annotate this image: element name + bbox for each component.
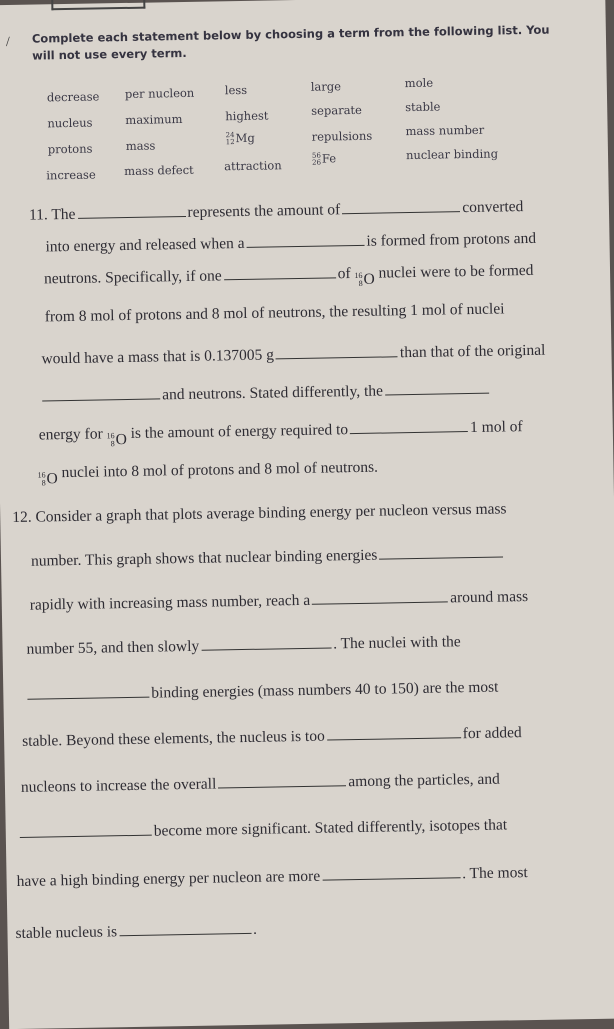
q12-line-1: 12. Consider a graph that plots average binding energy per nucleon versus mass [12, 500, 507, 527]
term: separate [311, 102, 363, 118]
term: mass defect [124, 162, 194, 179]
answer-blank[interactable] [42, 386, 160, 401]
oxygen-16-nuclide: 16 8 O [354, 270, 375, 288]
term: increase [46, 167, 96, 183]
page-top-tab [51, 0, 145, 10]
q12-line-3: rapidly with increasing mass number, reach a around mass [29, 588, 529, 614]
answer-blank[interactable] [322, 865, 460, 880]
q12-line-7: nucleons to increase the overall among the particles, and [20, 770, 500, 796]
answer-blank[interactable] [77, 204, 185, 219]
term: repulsions [311, 128, 373, 144]
q11-line-3: neutrons. Specifically, if one of 16 8 O nuclei were to be formed [43, 261, 534, 288]
answer-blank[interactable] [246, 233, 364, 248]
term: stable [405, 99, 441, 115]
term-mg: 24 12 Mg [225, 130, 255, 147]
q12-line-2: number. This graph shows that nuclear binding energies [31, 544, 506, 570]
term: maximum [125, 111, 183, 127]
answer-blank[interactable] [119, 921, 251, 936]
term: nucleus [47, 115, 93, 131]
q11-line-5: would have a mass that is 0.137005 g than that of the original [41, 341, 546, 368]
answer-blank[interactable] [312, 589, 448, 604]
term: less [224, 82, 248, 98]
term: mass number [405, 122, 485, 139]
oxygen-16-nuclide: 16 8 O [37, 470, 58, 488]
term: protons [47, 141, 93, 157]
answer-blank[interactable] [20, 823, 152, 838]
answer-blank[interactable] [342, 199, 460, 214]
q12-line-6: stable. Beyond these elements, the nucleus is too for added [22, 724, 522, 750]
q11-line-2: into energy and released when a is formed from protons and [45, 229, 537, 256]
oxygen-16-nuclide: 16 8 O [106, 431, 127, 449]
term: per nucleon [124, 85, 195, 101]
answer-blank[interactable] [385, 381, 489, 396]
answer-blank[interactable] [350, 419, 468, 434]
term: large [310, 79, 342, 94]
answer-blank[interactable] [201, 635, 331, 650]
q11-line-6: and neutrons. Stated differently, the [40, 381, 491, 407]
q11-line-7: energy for 16 8 O is the amount of energy required to 1 mol of [38, 418, 523, 449]
q12-line-10: stable nucleus is . [15, 920, 258, 943]
answer-blank[interactable] [224, 265, 336, 280]
term: nuclear binding [405, 146, 499, 163]
answer-blank[interactable] [379, 544, 503, 559]
term: decrease [46, 89, 100, 105]
term: mole [404, 75, 434, 91]
q12-line-4: number 55, and then slowly . The nuclei with the [26, 633, 461, 658]
answer-blank[interactable] [276, 344, 398, 359]
q12-line-5: binding energies (mass numbers 40 to 150) are the most [25, 679, 498, 705]
q12-line-9: have a high binding energy per nucleon are more . The most [16, 864, 528, 891]
answer-blank[interactable] [27, 685, 149, 700]
term: mass [125, 138, 156, 153]
q11-line-4: from 8 mol of protons and 8 mol of neutrons, the resulting 1 mol of nuclei [44, 300, 505, 326]
term-fe: 56 26 Fe [311, 151, 337, 167]
q11-line-8: 16 8 O nuclei into 8 mol of protons and 8 mol of neutrons. [37, 458, 379, 488]
q11-line-1: 11. The represents the amount of converted [28, 198, 524, 224]
margin-mark: / [5, 34, 10, 51]
answer-blank[interactable] [218, 773, 346, 788]
answer-blank[interactable] [327, 725, 461, 740]
q12-line-8: become more significant. Stated differently, isotopes that [18, 816, 508, 843]
term: highest [225, 108, 269, 124]
instructions: Complete each statement below by choosing a term from the following list. You will not use every term. [31, 22, 550, 63]
term: attraction [224, 158, 282, 174]
